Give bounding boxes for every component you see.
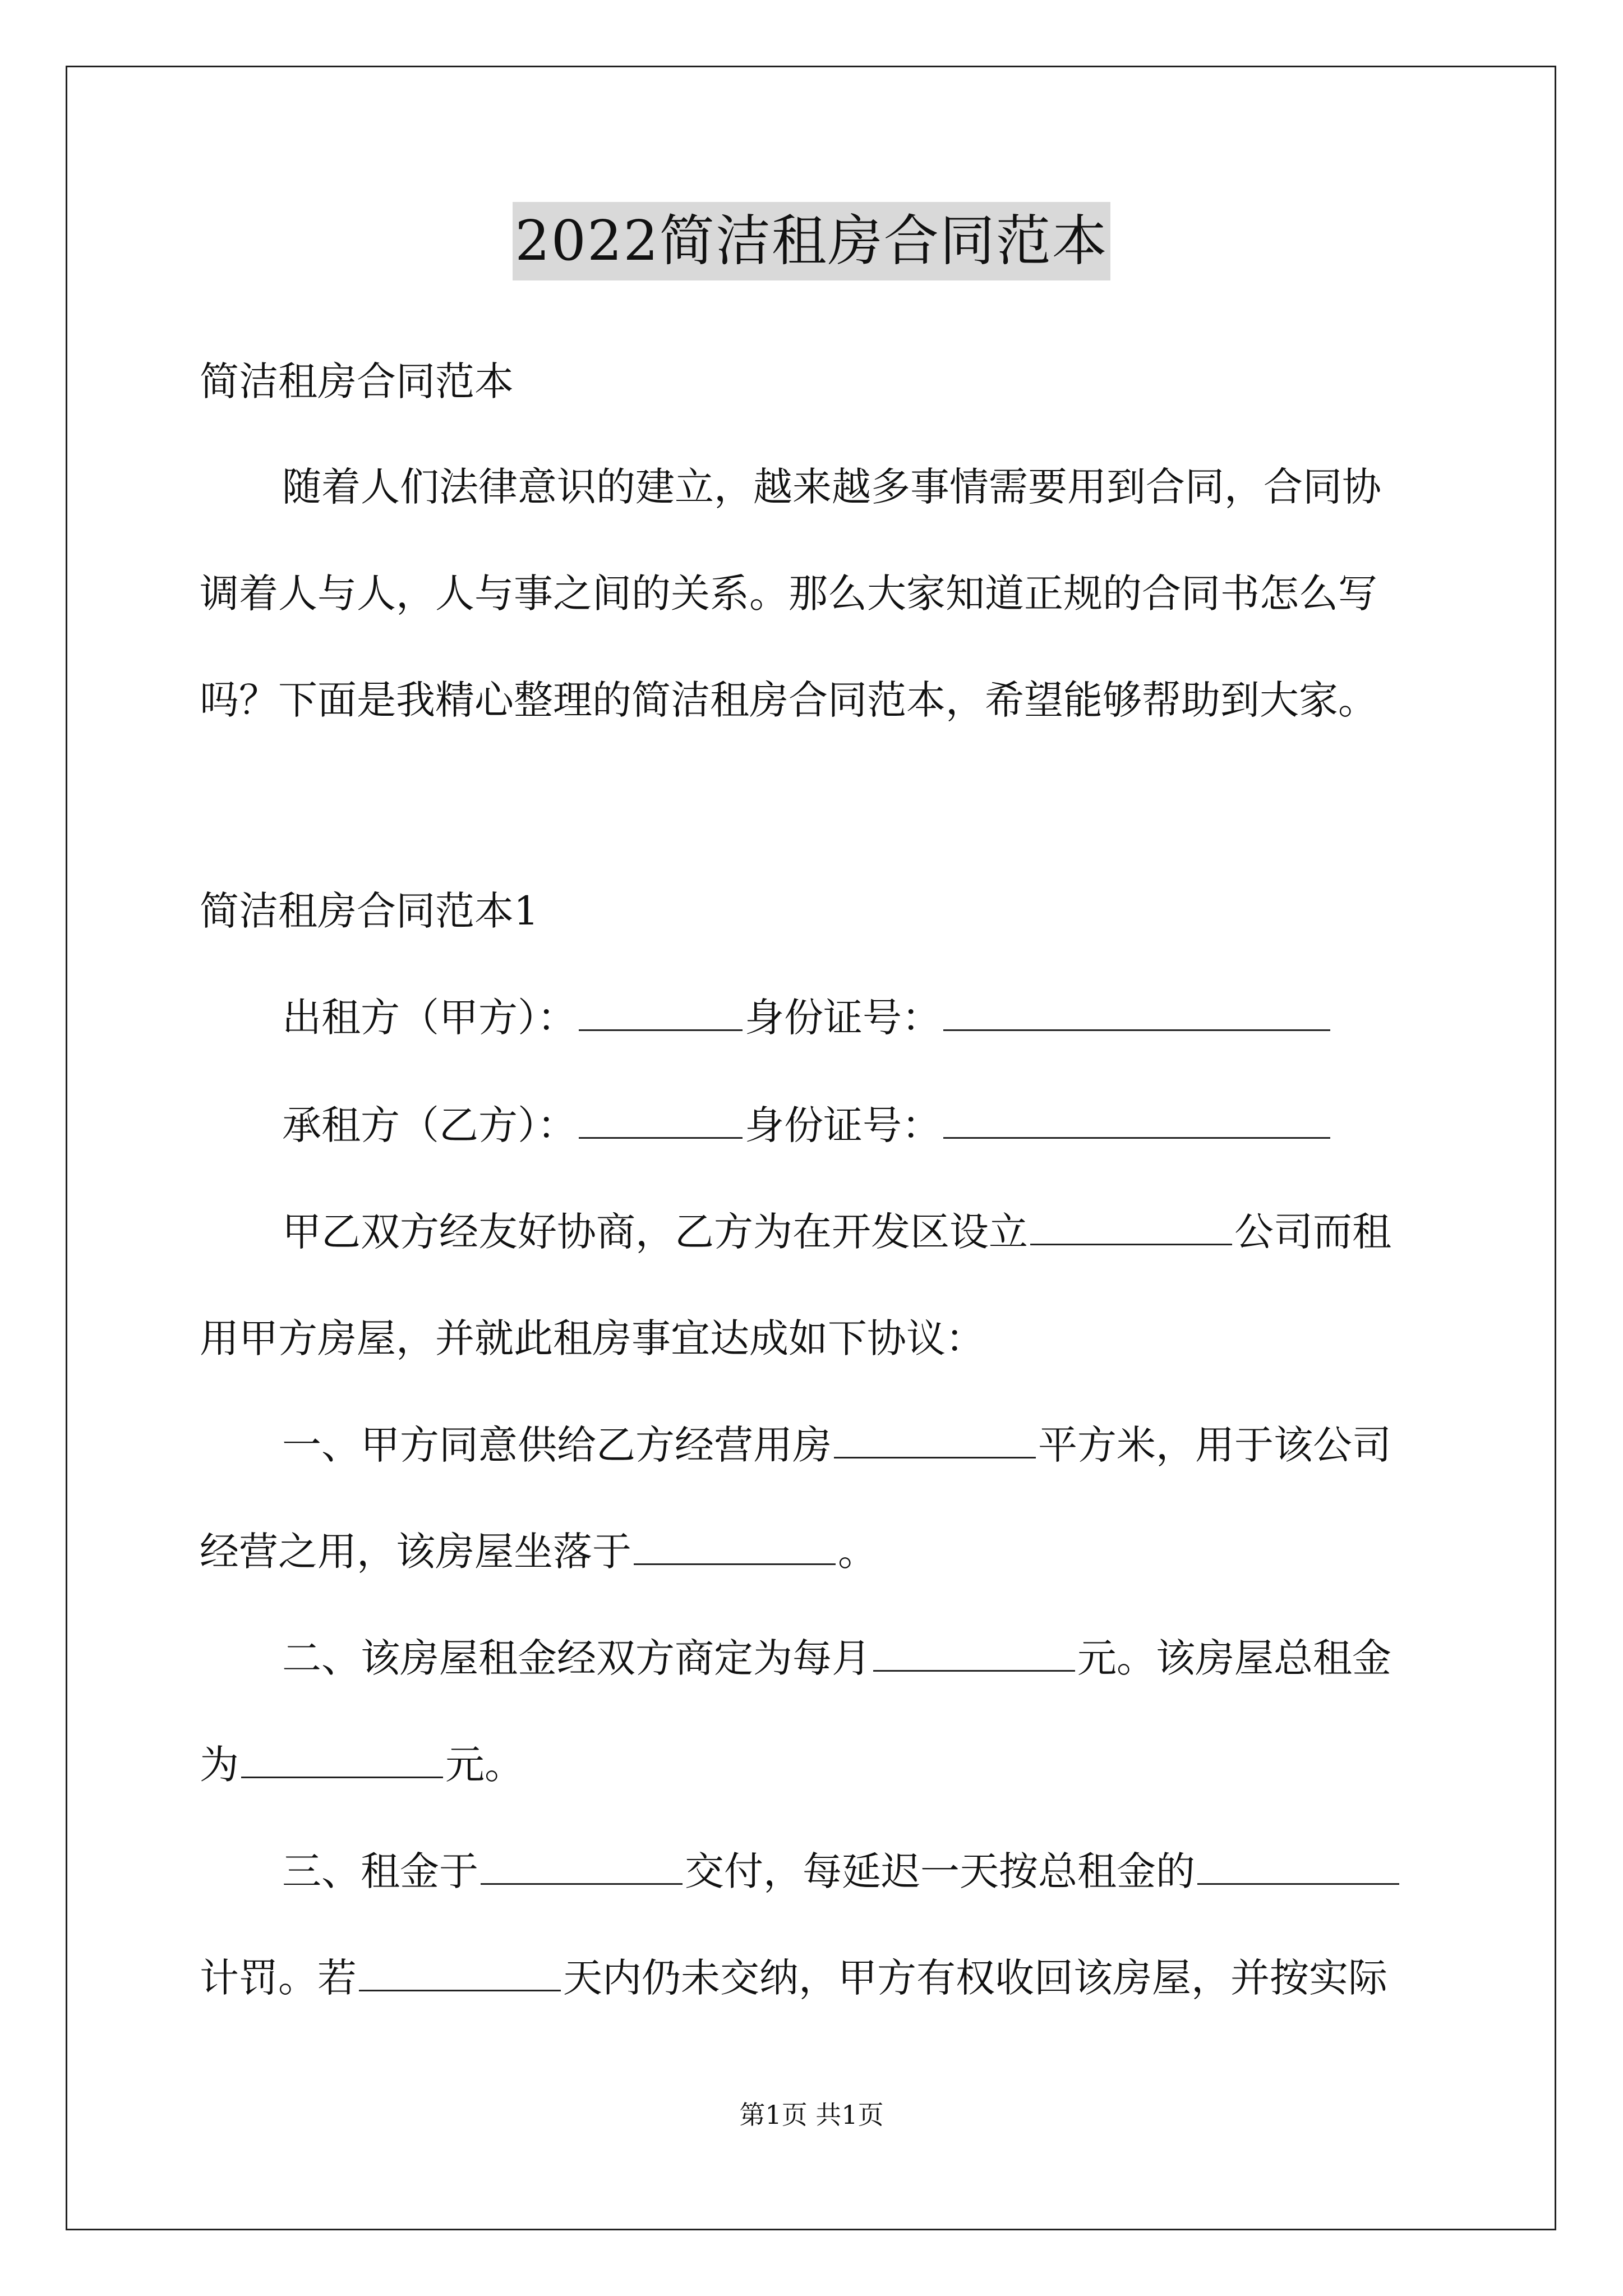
paragraph-1-text-b: 公司而租 xyxy=(1234,1209,1391,1255)
lessor-name-blank xyxy=(579,995,743,1031)
total-rent-blank xyxy=(241,1742,443,1778)
clause-1-line-1 xyxy=(282,1418,1391,1472)
clause-3-text-c: 计罚。若 xyxy=(200,1955,357,2001)
lessor-label: 出租方（甲方）： xyxy=(282,995,577,1041)
lessee-line xyxy=(282,1098,1332,1152)
penalty-rate-blank xyxy=(1197,1848,1399,1885)
clause-2-line-1 xyxy=(282,1631,1391,1685)
intro-line-1: 随着人们法律意识的建立，越来越多事情需要用到合同，合同协 xyxy=(282,464,1381,510)
clause-3-text-a: 三、租金于 xyxy=(282,1848,478,1894)
clause-1-line-2 xyxy=(200,1525,877,1579)
clause-1-text-c: 经营之用，该房屋坐落于 xyxy=(200,1529,631,1575)
monthly-rent-blank xyxy=(873,1635,1075,1672)
paragraph-1-line-2: 用甲方房屋，并就此租房事宜达成如下协议： xyxy=(200,1315,985,1361)
lessor-line xyxy=(282,991,1332,1045)
lessee-id-label: 身份证号： xyxy=(745,1102,941,1148)
lessee-name-blank xyxy=(579,1102,743,1139)
lessor-id-blank xyxy=(943,995,1330,1031)
clause-2-line-2 xyxy=(200,1738,524,1792)
subtitle: 简洁租房合同范本 xyxy=(200,358,514,404)
clause-2-text-c: 为 xyxy=(200,1742,239,1788)
clause-2-text-a: 二、该房屋租金经双方商定为每月 xyxy=(282,1635,871,1681)
clause-2-text-d: 元。 xyxy=(445,1742,524,1788)
document-title: 2022简洁租房合同范本 xyxy=(513,202,1110,280)
lessee-label: 承租方（乙方）： xyxy=(282,1102,577,1148)
intro-line-2: 调着人与人，人与事之间的关系。那么大家知道正规的合同书怎么写 xyxy=(200,570,1377,616)
lessor-id-label: 身份证号： xyxy=(745,995,941,1041)
paragraph-1-line-1 xyxy=(282,1205,1391,1259)
grace-days-blank xyxy=(359,1955,561,1991)
clause-1-text-a: 一、甲方同意供给乙方经营用房 xyxy=(282,1422,832,1468)
clause-3-text-b: 交付，每延迟一天按总租金的 xyxy=(685,1848,1195,1894)
clause-3-line-1 xyxy=(282,1844,1401,1898)
section-heading: 简洁租房合同范本1 xyxy=(200,888,539,934)
page-footer: 第1页 共1页 xyxy=(739,2100,884,2130)
clause-1-text-b: 平方米，用于该公司 xyxy=(1038,1422,1391,1468)
clause-3-text-d: 天内仍未交纳，甲方有权收回该房屋，并按实际 xyxy=(563,1955,1387,2001)
area-blank xyxy=(834,1422,1036,1458)
clause-2-text-b: 元。该房屋总租金 xyxy=(1077,1635,1391,1681)
paragraph-1-text-a: 甲乙双方经友好协商，乙方为在开发区设立 xyxy=(282,1209,1028,1255)
payment-date-blank xyxy=(481,1848,683,1885)
clause-1-text-d: 。 xyxy=(838,1529,877,1575)
location-blank xyxy=(634,1529,836,1565)
lessee-id-blank xyxy=(943,1102,1330,1139)
clause-3-line-2 xyxy=(200,1951,1387,2005)
document-title-container xyxy=(0,202,1623,280)
company-name-blank xyxy=(1030,1209,1232,1245)
intro-line-3: 吗？下面是我精心整理的简洁租房合同范本，希望能够帮助到大家。 xyxy=(200,677,1377,723)
